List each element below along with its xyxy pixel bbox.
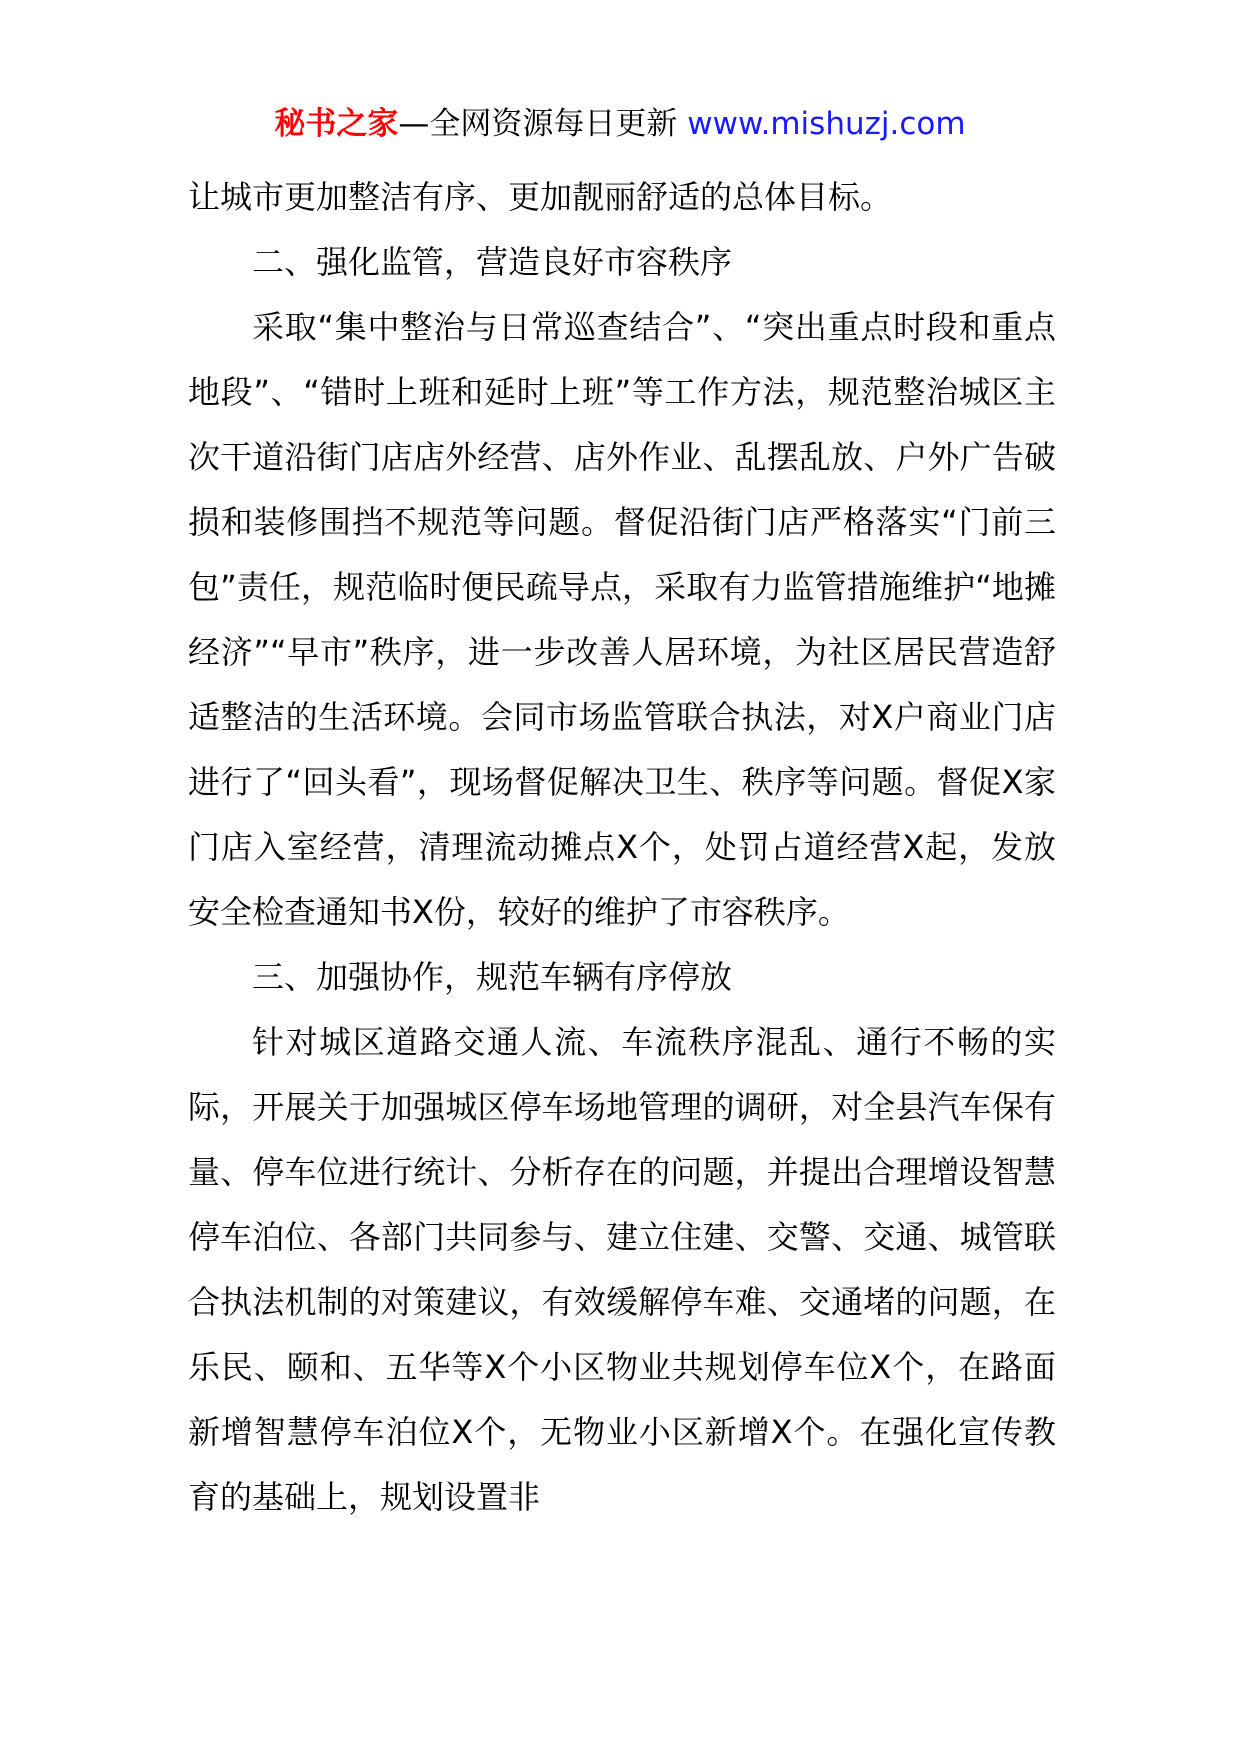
site-url-link[interactable]: www.mishuzj.com	[687, 106, 966, 142]
document-body	[188, 165, 1056, 1530]
brand-name: 秘书之家	[274, 106, 399, 142]
paragraph-market-order: 采取“集中整治与日常巡查结合”、“突出重点时段和重点地段”、“错时上班和延时上班”等工作方法，规范整治城区主次干道沿街门店店外经营、店外作业、乱摆乱放、户外广告破损和装修围挡不规范等问题。督促沿街门店严格落实“门前三包”责任，规范临时便民疏导点，采取有力监管措施维护“地摊经济”“早市”秩序，进一步改善人居环境，为社区居民营造舒适整洁的生活环境。会同市场监管联合执法，对X户商业门店进行了“回头看”，现场督促解决卫生、秩序等问题。督促X家门店入室经营，清理流动摊点X个，处罚占道经营X起，发放安全检查通知书X份，较好的维护了市容秩序。	[188, 308, 1056, 931]
section-heading-2: 二、强化监管，营造良好市容秩序	[252, 243, 733, 281]
banner-tagline: —全网资源每日更新	[398, 106, 678, 142]
section-heading-3: 三、加强协作，规范车辆有序停放	[252, 958, 733, 996]
paragraph-continuation: 让城市更加整洁有序、更加靓丽舒适的总体目标。	[188, 178, 893, 216]
paragraph-parking: 针对城区道路交通人流、车流秩序混乱、通行不畅的实际，开展关于加强城区停车场地管理的调研，对全县汽车保有量、停车位进行统计、分析存在的问题，并提出合理增设智慧停车泊位、各部门共同参与、建立住建、交警、交通、城管联合执法机制的对策建议，有效缓解停车难、交通堵的问题，在乐民、颐和、五华等X个小区物业共规划停车位X个，在路面新增智慧停车泊位X个，无物业小区新增X个。在强化宣传教育的基础上，规划设置非	[188, 1023, 1056, 1516]
site-banner	[0, 100, 1240, 148]
